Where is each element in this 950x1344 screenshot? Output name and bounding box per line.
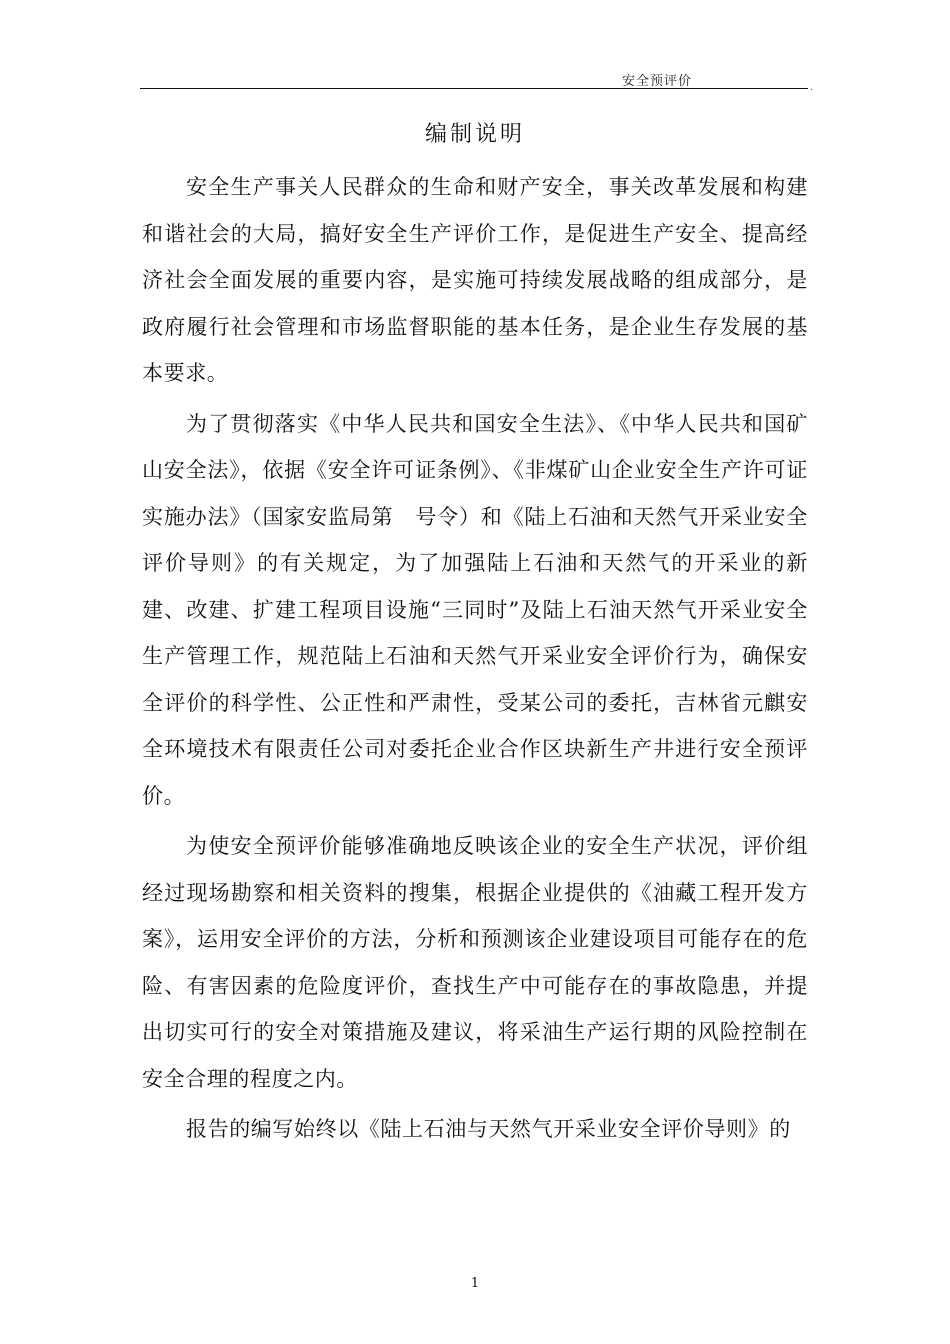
running-header: 安全预评价	[622, 74, 693, 89]
page-number: 1	[470, 1276, 480, 1291]
header-rule	[140, 88, 808, 89]
paragraph: 为使安全预评价能够准确地反映该企业的安全生产状况，评价组经过现场勘察和相关资料的搜集，根据企业提供的《油藏工程开发方案》，运用安全评价的方法，分析和预测该企业建设项目可能存在的危险、有害因素的危险度评价，查找生产中可能存在的事故隐患，并提出切实可行的安全对策措施及建议，将采油生产运行期的风险控制在安全合理的程度之内。	[142, 834, 808, 1091]
document-title: 编制说明	[424, 122, 525, 147]
header-mark: .	[810, 82, 814, 93]
paragraph: 安全生产事关人民群众的生命和财产安全，事关改革发展和构建和谐社会的大局，搞好安全生产评价工作，是促进生产安全、提高经济社会全面发展的重要内容，是实施可持续发展战略的组成部分，是政府履行社会管理和市场监督职能的基本任务，是企业生存发展的基本要求。	[142, 175, 808, 385]
paragraph: 报告的编写始终以《陆上石油与天然气开采业安全评价导则》的	[186, 1117, 791, 1141]
document-body	[142, 164, 808, 1157]
paragraph: 为了贯彻落实《中华人民共和国安全生法》、《中华人民共和国矿山安全法》，依据《安全许可证条例》、《非煤矿山企业安全生产许可证实施办法》（国家安监局第 号令）和《陆上石油和天然气开采业安全评价导则》的有关规定，为了加强陆上石油和天然气的开采业的新建、改建、扩建工程项目设施“三同时”及陆上石油天然气开采业安全生产管理工作，规范陆上石油和天然气开采业安全评价行为，确保安全评价的科学性、公正性和严肃性，受某公司的委托，吉林省元麒安全环境技术有限责任公司对委托企业合作区块新生产井进行安全预评价。	[142, 411, 808, 808]
